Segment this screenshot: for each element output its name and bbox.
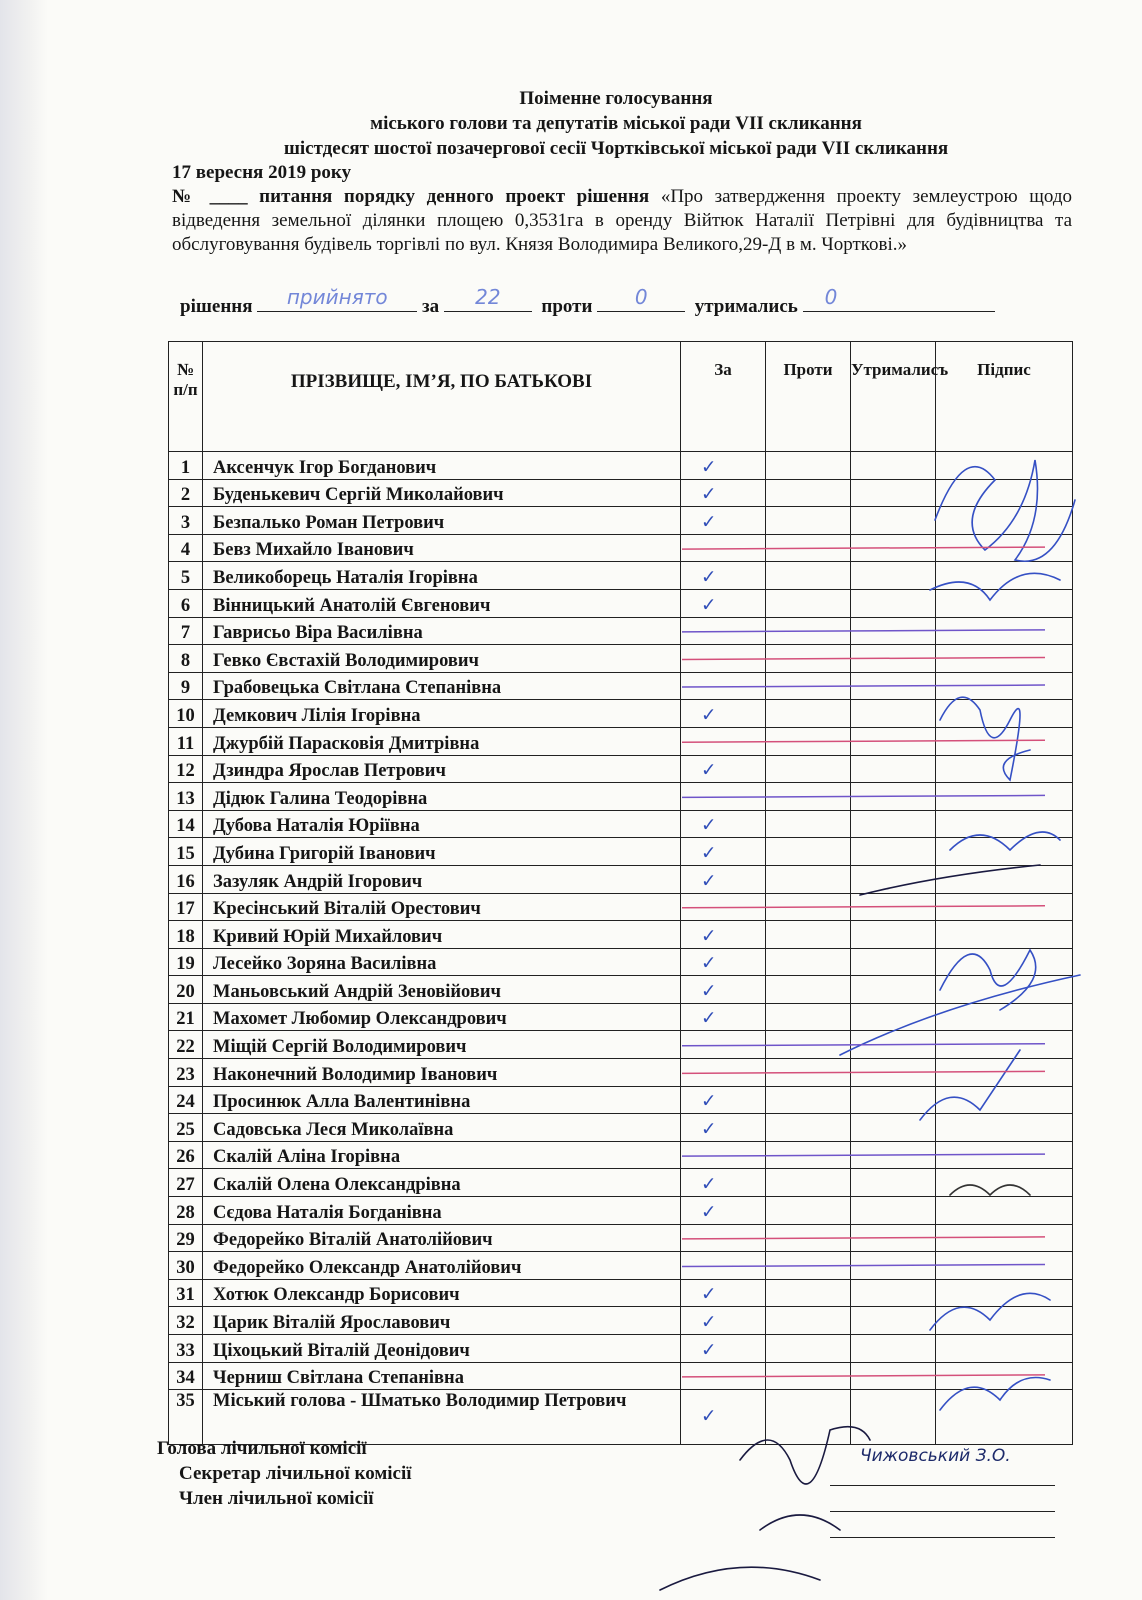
row-number: 11 [169,727,203,755]
row-number: 35 [169,1390,203,1445]
vote-against-cell [766,1114,851,1142]
table-row [169,838,1073,866]
deputy-name: Дідюк Галина Теодорівна [203,783,681,811]
vote-for-cell: ✓ [681,1086,766,1114]
header-for: За [681,342,766,452]
vote-for-cell [681,727,766,755]
table-row [169,1003,1073,1031]
vote-against-cell [766,1224,851,1252]
vote-against-cell [766,783,851,811]
vote-abstained-cell [851,1390,936,1445]
vote-against-cell [766,921,851,949]
row-number: 31 [169,1279,203,1307]
signature-cell [936,755,1073,783]
vote-against-cell [766,1362,851,1390]
vote-for-cell: ✓ [681,1169,766,1197]
signature-cell [936,838,1073,866]
vote-against-cell [766,534,851,562]
deputy-name: Царик Віталій Ярославович [203,1307,681,1335]
table-row [169,810,1073,838]
vote-against-cell [766,838,851,866]
table-row [169,672,1073,700]
row-number: 2 [169,479,203,507]
deputy-name: Черниш Світлана Степанівна [203,1362,681,1390]
vote-against-cell [766,1307,851,1335]
against-label: проти [541,296,593,317]
vote-for-cell [681,1252,766,1280]
deputy-name: Бевз Михайло Іванович [203,534,681,562]
vote-abstained-cell [851,810,936,838]
vote-abstained-cell [851,976,936,1004]
question-block [172,185,1072,257]
header-abstained: Утрималисъ [851,342,936,452]
row-number: 20 [169,976,203,1004]
vote-against-cell [766,1031,851,1059]
scan-edge [0,0,48,1600]
against-blank [597,285,685,312]
deputy-name: Скалій Олена Олександрівна [203,1169,681,1197]
for-blank [444,285,532,312]
table-row [169,1031,1073,1059]
signature-cell [936,865,1073,893]
deputy-name: Дзиндра Ярослав Петрович [203,755,681,783]
vote-for-cell: ✓ [681,1307,766,1335]
decision-line [180,285,995,318]
vote-abstained-cell [851,1059,936,1087]
vote-abstained-cell [851,1141,936,1169]
commission-chair-label: Голова лічильної комісії [157,1438,367,1459]
vote-against-cell [766,672,851,700]
for-count: 22 [475,285,501,309]
signature-cell [936,1059,1073,1087]
row-number: 10 [169,700,203,728]
table-row [169,948,1073,976]
signature-cell [936,645,1073,673]
table-row [169,865,1073,893]
vote-abstained-cell [851,948,936,976]
deputy-name: Міський голова - Шматько Володимир Петрович [203,1390,681,1445]
vote-for-cell [681,617,766,645]
row-number: 23 [169,1059,203,1087]
vote-for-cell: ✓ [681,1197,766,1225]
vote-for-cell [681,1031,766,1059]
deputy-name: Федорейко Віталій Анатолійович [203,1224,681,1252]
table-row [169,562,1073,590]
member-signature-line [830,1512,1055,1538]
signature-scribble [660,1567,820,1590]
row-number: 12 [169,755,203,783]
vote-against-cell [766,645,851,673]
decision-value: прийнято [286,285,388,309]
signature-cell [936,1362,1073,1390]
deputy-name: Просинюк Алла Валентинівна [203,1086,681,1114]
signature-cell [936,507,1073,535]
vote-for-cell [681,672,766,700]
table-row [169,783,1073,811]
vote-table [168,341,1073,1445]
row-number: 19 [169,948,203,976]
vote-for-cell [681,1224,766,1252]
deputy-name: Кривий Юрій Михайлович [203,921,681,949]
table-row [169,452,1073,480]
row-number: 8 [169,645,203,673]
commission-footer [157,1436,412,1511]
vote-against-cell [766,479,851,507]
table-row [169,1169,1073,1197]
row-number: 4 [169,534,203,562]
signature-cell [936,1003,1073,1031]
vote-for-cell: ✓ [681,1114,766,1142]
vote-against-cell [766,810,851,838]
table-row [169,507,1073,535]
deputy-name: Гаврисьо Віра Василівна [203,617,681,645]
table-row [169,1279,1073,1307]
vote-against-cell [766,893,851,921]
deputy-name: Сєдова Наталія Богданівна [203,1197,681,1225]
signature-cell [936,1086,1073,1114]
row-number: 29 [169,1224,203,1252]
vote-for-cell: ✓ [681,755,766,783]
vote-abstained-cell [851,1031,936,1059]
signature-cell [936,672,1073,700]
signature-cell [936,1114,1073,1142]
vote-for-cell: ✓ [681,700,766,728]
vote-for-cell [681,783,766,811]
chair-handwritten-name: Чижовський З.О. [860,1446,1011,1466]
vote-abstained-cell [851,1252,936,1280]
row-number: 14 [169,810,203,838]
row-number: 6 [169,589,203,617]
vote-against-cell [766,976,851,1004]
table-row [169,893,1073,921]
vote-for-cell: ✓ [681,1279,766,1307]
signature-cell [936,1224,1073,1252]
signature-cell [936,452,1073,480]
deputy-name: Хотюк Олександр Борисович [203,1279,681,1307]
vote-for-cell: ✓ [681,562,766,590]
header-line-3: шістдесят шостої позачергової сесії Чортківської міської ради VII скликання [283,138,949,159]
signature-cell [936,617,1073,645]
deputy-name: Безпалько Роман Петрович [203,507,681,535]
signature-cell [936,1141,1073,1169]
deputy-name: Дубова Наталія Юріївна [203,810,681,838]
signature-cell [936,1307,1073,1335]
vote-abstained-cell [851,1197,936,1225]
document-title: Поіменне голосування [519,88,713,109]
vote-table-body [169,452,1073,1445]
vote-abstained-cell [851,562,936,590]
vote-against-cell [766,1335,851,1363]
table-row [169,1307,1073,1335]
vote-against-cell [766,562,851,590]
deputy-name: Садовська Леся Миколаївна [203,1114,681,1142]
vote-abstained-cell [851,1086,936,1114]
deputy-name: Зазуляк Андрій Ігорович [203,865,681,893]
vote-for-cell [681,893,766,921]
row-number: 28 [169,1197,203,1225]
decision-label: рішення [180,296,253,317]
question-text: «Про затвердження проекту землеустрою щодо відведення земельної ділянки площею 0,3531га в оренду Війтюк Наталії Петрівні для будівництва та обслуговування будівель торгівлі по вул. Князя Володимира Великого,29-Д в м. Чорткові.» [172,186,1073,255]
for-label: за [422,296,440,317]
commission-signature-lines [830,1460,1055,1538]
commission-secretary-label: Секретар лічильної комісії [179,1463,412,1484]
vote-for-cell: ✓ [681,921,766,949]
row-number: 33 [169,1335,203,1363]
vote-against-cell [766,1141,851,1169]
deputy-name: Гевко Євстахій Володимирович [203,645,681,673]
vote-abstained-cell [851,1169,936,1197]
signature-cell [936,589,1073,617]
header-signature: Підпис [936,342,1073,452]
row-number: 30 [169,1252,203,1280]
vote-for-cell: ✓ [681,838,766,866]
commission-member-label: Член лічильної комісії [179,1488,374,1509]
vote-against-cell [766,700,851,728]
signature-cell [936,562,1073,590]
signature-cell [936,534,1073,562]
vote-abstained-cell [851,452,936,480]
vote-against-cell [766,507,851,535]
vote-against-cell [766,617,851,645]
row-number: 32 [169,1307,203,1335]
signature-cell [936,1031,1073,1059]
table-row [169,1141,1073,1169]
signature-cell [936,1252,1073,1280]
signature-cell [936,810,1073,838]
vote-abstained-cell [851,893,936,921]
row-number: 18 [169,921,203,949]
vote-against-cell [766,1197,851,1225]
signature-cell [936,893,1073,921]
signature-cell [936,1169,1073,1197]
vote-for-cell: ✓ [681,452,766,480]
signature-cell [936,948,1073,976]
vote-abstained-cell [851,783,936,811]
vote-for-cell [681,1141,766,1169]
table-row [169,1059,1073,1087]
vote-abstained-cell [851,1362,936,1390]
vote-abstained-cell [851,617,936,645]
deputy-name: Дубина Григорій Іванович [203,838,681,866]
vote-for-cell [681,645,766,673]
abstained-count: 0 [824,285,838,309]
vote-against-cell [766,589,851,617]
vote-for-cell: ✓ [681,1003,766,1031]
vote-abstained-cell [851,534,936,562]
row-number: 34 [169,1362,203,1390]
vote-for-cell [681,1362,766,1390]
table-row [169,727,1073,755]
signature-scribble [760,1515,840,1530]
row-number: 26 [169,1141,203,1169]
table-row [169,700,1073,728]
deputy-name: Федорейко Олександр Анатолійович [203,1252,681,1280]
signature-cell [936,1279,1073,1307]
vote-for-cell: ✓ [681,976,766,1004]
deputy-name: Кресінський Віталій Орестович [203,893,681,921]
deputy-name: Буденькевич Сергій Миколайович [203,479,681,507]
table-row [169,617,1073,645]
row-number: 5 [169,562,203,590]
vote-for-cell: ✓ [681,589,766,617]
deputy-name: Демкович Лілія Ігорівна [203,700,681,728]
signature-cell [936,976,1073,1004]
vote-for-cell [681,1059,766,1087]
signature-cell [936,1390,1073,1445]
abstained-label: утримались [694,296,798,317]
vote-against-cell [766,755,851,783]
signature-cell [936,700,1073,728]
row-number: 9 [169,672,203,700]
vote-abstained-cell [851,589,936,617]
vote-for-cell: ✓ [681,1335,766,1363]
table-row [169,1362,1073,1390]
table-row [169,921,1073,949]
header-line-2: міського голови та депутатів міської ради VII скликання [370,113,862,134]
vote-for-cell [681,534,766,562]
table-row [169,589,1073,617]
vote-for-cell: ✓ [681,948,766,976]
deputy-name: Аксенчук Ігор Богданович [203,452,681,480]
against-count: 0 [634,285,648,309]
row-number: 22 [169,1031,203,1059]
deputy-name: Вінницький Анатолій Євгенович [203,589,681,617]
vote-against-cell [766,452,851,480]
vote-against-cell [766,1390,851,1445]
signature-cell [936,479,1073,507]
vote-against-cell [766,727,851,755]
vote-against-cell [766,948,851,976]
signature-cell [936,1335,1073,1363]
row-number: 3 [169,507,203,535]
row-number: 16 [169,865,203,893]
abstained-blank [803,285,995,312]
row-number: 7 [169,617,203,645]
vote-abstained-cell [851,1279,936,1307]
row-number: 17 [169,893,203,921]
vote-abstained-cell [851,1335,936,1363]
deputy-name: Маньовський Андрій Зеновійович [203,976,681,1004]
secretary-signature-line [830,1486,1055,1512]
vote-abstained-cell [851,1307,936,1335]
vote-against-cell [766,1252,851,1280]
header-num: № п/п [169,342,203,452]
signature-cell [936,783,1073,811]
vote-for-cell: ✓ [681,865,766,893]
header-against: Проти [766,342,851,452]
row-number: 1 [169,452,203,480]
row-number: 24 [169,1086,203,1114]
vote-abstained-cell [851,672,936,700]
table-row [169,479,1073,507]
decision-blank [257,285,417,312]
row-number: 15 [169,838,203,866]
vote-abstained-cell [851,507,936,535]
session-date: 17 вересня 2019 року [172,162,352,183]
row-number: 27 [169,1169,203,1197]
vote-against-cell [766,865,851,893]
table-header-row [169,342,1073,452]
row-number: 13 [169,783,203,811]
deputy-name: Махомет Любомир Олександрович [203,1003,681,1031]
table-row [169,1197,1073,1225]
vote-abstained-cell [851,755,936,783]
table-row [169,755,1073,783]
vote-abstained-cell [851,921,936,949]
vote-abstained-cell [851,865,936,893]
signature-cell [936,921,1073,949]
vote-against-cell [766,1169,851,1197]
row-number: 25 [169,1114,203,1142]
document-header [160,86,1072,257]
vote-for-cell: ✓ [681,1390,766,1445]
table-row [169,1335,1073,1363]
deputy-name: Ціхоцький Віталій Деонідович [203,1335,681,1363]
vote-abstained-cell [851,838,936,866]
deputy-name: Великоборець Наталія Ігорівна [203,562,681,590]
table-row [169,976,1073,1004]
vote-abstained-cell [851,1003,936,1031]
table-row [169,534,1073,562]
row-number: 21 [169,1003,203,1031]
vote-against-cell [766,1059,851,1087]
table-row [169,1224,1073,1252]
question-prefix: № ____ питання порядку денного проект рішення [172,186,650,207]
signature-cell [936,727,1073,755]
table-row [169,1086,1073,1114]
deputy-name: Джурбій Парасковія Дмитрівна [203,727,681,755]
deputy-name: Міщій Сергій Володимирович [203,1031,681,1059]
table-row [169,645,1073,673]
deputy-name: Грабовецька Світлана Степанівна [203,672,681,700]
deputy-name: Лесейко Зоряна Василівна [203,948,681,976]
table-row [169,1114,1073,1142]
vote-abstained-cell [851,1224,936,1252]
vote-abstained-cell [851,645,936,673]
vote-against-cell [766,1086,851,1114]
vote-abstained-cell [851,727,936,755]
deputy-name: Скалій Аліна Ігорівна [203,1141,681,1169]
table-row [169,1252,1073,1280]
signature-cell [936,1197,1073,1225]
vote-against-cell [766,1003,851,1031]
deputy-name: Наконечний Володимир Іванович [203,1059,681,1087]
vote-abstained-cell [851,1114,936,1142]
vote-against-cell [766,1279,851,1307]
vote-for-cell: ✓ [681,479,766,507]
header-name: ПРІЗВИЩЕ, ІМ’Я, ПО БАТЬКОВІ [203,342,681,452]
vote-abstained-cell [851,700,936,728]
vote-for-cell: ✓ [681,810,766,838]
vote-abstained-cell [851,479,936,507]
vote-for-cell: ✓ [681,507,766,535]
